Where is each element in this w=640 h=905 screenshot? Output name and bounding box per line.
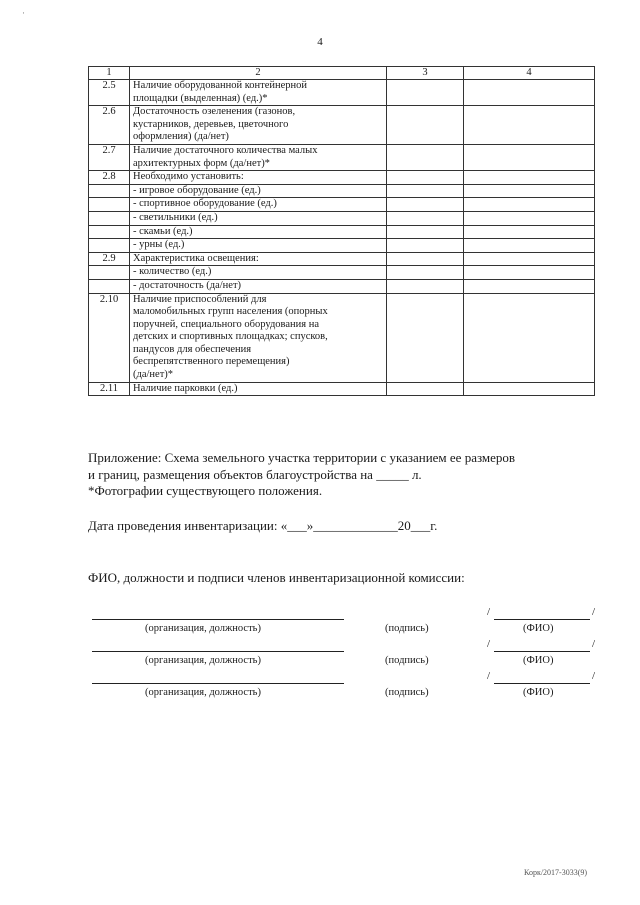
value-cell-3 <box>387 80 464 106</box>
row-number: 2.11 <box>89 382 130 396</box>
org-position-caption: (организация, должность) <box>145 623 261 634</box>
row-number <box>89 266 130 280</box>
table-row <box>89 225 595 239</box>
value-cell-3 <box>387 239 464 253</box>
description-line: Характеристика освещения: <box>133 252 259 264</box>
header-cell-2: 2 <box>130 67 387 80</box>
description-line: пандусов для обеспечения <box>133 343 252 355</box>
slash-right: / <box>592 670 596 682</box>
slash-right: / <box>592 606 596 618</box>
table-row <box>89 382 595 396</box>
row-description <box>130 239 387 253</box>
value-cell-3 <box>387 171 464 185</box>
description-line: - скамьи (ед.) <box>133 225 193 237</box>
value-cell-4 <box>464 252 595 266</box>
header-cell-4: 4 <box>464 67 595 80</box>
description-line: детских и спортивных площадках; спусков, <box>133 331 328 343</box>
signature-caption: (подпись) <box>385 623 429 634</box>
table-row <box>89 266 595 280</box>
description-line: Наличие оборудованной контейнерной <box>133 80 308 91</box>
row-description <box>130 293 387 382</box>
value-cell-4 <box>464 279 595 293</box>
row-description <box>130 184 387 198</box>
fio-caption: (ФИО) <box>523 655 554 666</box>
description-line: - достаточность (да/нет) <box>133 279 242 291</box>
value-cell-3 <box>387 211 464 225</box>
table-row <box>89 279 595 293</box>
commission-title: ФИО, должности и подписи членов инвентаризационной комиссии: <box>88 570 465 585</box>
description-line: оформления) (да/нет) <box>133 131 229 143</box>
org-position-line <box>92 683 344 684</box>
table-row <box>89 184 595 198</box>
slash-left: / <box>487 606 491 618</box>
value-cell-3 <box>387 293 464 382</box>
description-line: кустарников, деревьев, цветочного <box>133 118 289 130</box>
org-position-line <box>92 651 344 652</box>
inventory-table <box>88 66 595 396</box>
row-number: 2.7 <box>89 144 130 170</box>
document-stamp: Корк/2017-3033(9) <box>524 868 588 877</box>
value-cell-4 <box>464 239 595 253</box>
row-number: 2.6 <box>89 106 130 145</box>
value-cell-3 <box>387 144 464 170</box>
row-number: 2.9 <box>89 252 130 266</box>
row-number <box>89 184 130 198</box>
value-cell-4 <box>464 225 595 239</box>
row-description <box>130 266 387 280</box>
photos-note: *Фотографии существующего положения. <box>88 483 323 498</box>
row-description <box>130 252 387 266</box>
slash-left: / <box>487 638 491 650</box>
description-line: Наличие парковки (ед.) <box>133 382 238 394</box>
description-line: поручней, специального оборудования на <box>133 318 319 330</box>
row-description <box>130 198 387 212</box>
value-cell-4 <box>464 106 595 145</box>
value-cell-4 <box>464 171 595 185</box>
row-description <box>130 382 387 396</box>
header-cell-1: 1 <box>89 67 130 80</box>
value-cell-4 <box>464 144 595 170</box>
fio-line <box>494 683 590 684</box>
row-number <box>89 225 130 239</box>
value-cell-3 <box>387 279 464 293</box>
description-line: Достаточность озеленения (газонов, <box>133 106 296 118</box>
value-cell-4 <box>464 198 595 212</box>
table-row <box>89 252 595 266</box>
description-line: маломобильных групп населения (опорных <box>133 306 328 318</box>
value-cell-4 <box>464 293 595 382</box>
row-description <box>130 279 387 293</box>
inventory-date-line: Дата проведения инвентаризации: «___»_____________20___г. <box>88 518 438 533</box>
description-line: площадки (выделенная) (ед.)* <box>133 92 268 104</box>
slash-left: / <box>487 670 491 682</box>
table-header-row <box>89 67 595 80</box>
description-line: беспрепятственного перемещения) <box>133 356 290 368</box>
description-line: Необходимо установить: <box>133 171 244 183</box>
description-line: - количество (ед.) <box>133 266 212 278</box>
value-cell-4 <box>464 382 595 396</box>
row-description <box>130 106 387 145</box>
signature-caption: (подпись) <box>385 687 429 698</box>
description-line: Наличие достаточного количества малых <box>133 144 318 156</box>
description-line: - игровое оборудование (ед.) <box>133 184 261 196</box>
org-position-caption: (организация, должность) <box>145 655 261 666</box>
header-cell-3: 3 <box>387 67 464 80</box>
org-position-line <box>92 619 344 620</box>
table-row <box>89 106 595 145</box>
table-row <box>89 211 595 225</box>
table-row <box>89 171 595 185</box>
fio-caption: (ФИО) <box>523 623 554 634</box>
table-row <box>89 144 595 170</box>
description-line: - спортивное оборудование (ед.) <box>133 198 277 210</box>
value-cell-3 <box>387 184 464 198</box>
table-row <box>89 239 595 253</box>
row-number <box>89 279 130 293</box>
value-cell-4 <box>464 211 595 225</box>
table-row <box>89 80 595 106</box>
row-number: 2.5 <box>89 80 130 106</box>
table-row <box>89 198 595 212</box>
row-number <box>89 239 130 253</box>
slash-right: / <box>592 638 596 650</box>
appendix-note <box>88 450 608 500</box>
row-number <box>89 198 130 212</box>
row-description <box>130 211 387 225</box>
row-number: 2.10 <box>89 293 130 382</box>
value-cell-3 <box>387 198 464 212</box>
appendix-line-1: Приложение: Схема земельного участка территории с указанием ее размеров <box>88 450 516 465</box>
page-number: 4 <box>317 36 323 48</box>
row-description <box>130 144 387 170</box>
row-number <box>89 211 130 225</box>
value-cell-3 <box>387 266 464 280</box>
signature-caption: (подпись) <box>385 655 429 666</box>
fio-line <box>494 651 590 652</box>
table-row <box>89 293 595 382</box>
description-line: (да/нет)* <box>133 369 174 381</box>
value-cell-3 <box>387 225 464 239</box>
value-cell-4 <box>464 184 595 198</box>
value-cell-4 <box>464 80 595 106</box>
value-cell-3 <box>387 106 464 145</box>
value-cell-4 <box>464 266 595 280</box>
row-number: 2.8 <box>89 171 130 185</box>
value-cell-3 <box>387 252 464 266</box>
value-cell-3 <box>387 382 464 396</box>
description-line: Наличие приспособлений для <box>133 293 267 305</box>
description-line: - светильники (ед.) <box>133 211 218 223</box>
corner-mark: · <box>22 8 25 18</box>
fio-caption: (ФИО) <box>523 687 554 698</box>
row-description <box>130 171 387 185</box>
appendix-line-2: и границ, размещения объектов благоустройства на _____ л. <box>88 466 422 482</box>
description-line: - урны (ед.) <box>133 239 185 251</box>
description-line: архитектурных форм (да/нет)* <box>133 157 270 169</box>
org-position-caption: (организация, должность) <box>145 687 261 698</box>
row-description <box>130 225 387 239</box>
fio-line <box>494 619 590 620</box>
row-description <box>130 80 387 106</box>
